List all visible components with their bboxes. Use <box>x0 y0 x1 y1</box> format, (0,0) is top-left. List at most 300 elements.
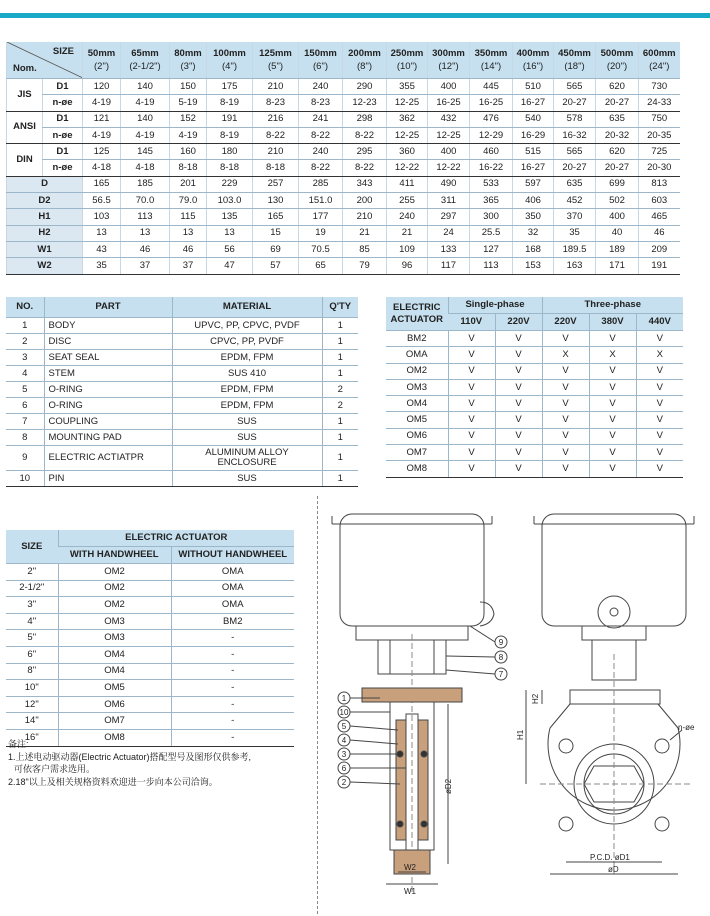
cell: 21 <box>387 225 428 241</box>
voltage-support: V <box>542 396 589 412</box>
cell: 4-19 <box>121 95 170 111</box>
actuator-model: OM4 <box>386 396 448 412</box>
part-no: 5 <box>6 382 44 398</box>
valve-size: 8" <box>6 663 58 680</box>
cell: 565 <box>554 79 596 95</box>
callout-number: 6 <box>341 764 347 773</box>
cell: 240 <box>299 144 343 160</box>
cell: 177 <box>299 209 343 225</box>
voltage-support: V <box>636 331 683 347</box>
cell: 140 <box>121 79 170 95</box>
table-row <box>7 160 680 176</box>
cell: 46 <box>639 225 680 241</box>
with-handwheel: OM3 <box>58 613 171 630</box>
cell: 730 <box>639 79 680 95</box>
part-material: SUS <box>172 430 322 446</box>
size-inch: (2") <box>94 61 109 72</box>
cell: 56.5 <box>83 193 121 209</box>
part-qty: 2 <box>322 382 358 398</box>
table-row <box>6 713 294 730</box>
cell: 255 <box>387 193 428 209</box>
size-header-9 <box>470 42 513 79</box>
voltage-support: V <box>636 428 683 444</box>
table-row <box>7 111 680 127</box>
size-mm: 50mm <box>87 48 116 59</box>
cell: 189 <box>596 241 639 257</box>
cell: 813 <box>639 176 680 192</box>
size-mm: 80mm <box>174 48 202 59</box>
voltage-support: V <box>448 412 495 428</box>
part-name: BODY <box>44 318 172 334</box>
size-inch: (6") <box>313 61 328 72</box>
cell: 311 <box>428 193 470 209</box>
valve-size: 3" <box>6 597 58 614</box>
size-inch: (12") <box>438 61 459 72</box>
with-handwheel: OM5 <box>58 680 171 697</box>
voltage-support: V <box>636 379 683 395</box>
cell: 13 <box>83 225 121 241</box>
with-handwheel: OM4 <box>58 646 171 663</box>
cell: 56 <box>207 241 253 257</box>
part-no: 2 <box>6 334 44 350</box>
dimension-table <box>6 42 680 275</box>
cell: 20-27 <box>596 95 639 111</box>
cell: 135 <box>207 209 253 225</box>
actuator-model: OM7 <box>386 445 448 461</box>
cell: 460 <box>470 144 513 160</box>
without-handwheel: - <box>171 713 294 730</box>
cell: 24 <box>428 225 470 241</box>
cell: 370 <box>554 209 596 225</box>
without-handwheel: - <box>171 696 294 713</box>
cell: 16-32 <box>554 127 596 143</box>
voltage-header: 220V <box>542 314 589 331</box>
cell: 597 <box>513 176 554 192</box>
part-qty: 1 <box>322 430 358 446</box>
voltage-support: V <box>589 445 636 461</box>
without-handwheel: OMA <box>171 597 294 614</box>
cell: 229 <box>207 176 253 192</box>
voltage-support: V <box>495 412 542 428</box>
parts-header-qty: Q'TY <box>322 297 358 318</box>
voltage-support: V <box>448 428 495 444</box>
table-row <box>386 461 683 477</box>
cell: 406 <box>513 193 554 209</box>
cell: 37 <box>121 258 170 274</box>
part-material: SUS <box>172 471 322 487</box>
cell: 355 <box>387 79 428 95</box>
part-qty: 1 <box>322 334 358 350</box>
voltage-support: V <box>495 331 542 347</box>
table-row <box>7 225 680 241</box>
cell: 165 <box>253 209 299 225</box>
cell: 603 <box>639 193 680 209</box>
cell: 150 <box>170 79 207 95</box>
cell: 210 <box>343 209 387 225</box>
part-no: 7 <box>6 414 44 430</box>
cell: 432 <box>428 111 470 127</box>
without-handwheel: - <box>171 680 294 697</box>
size-header-5 <box>299 42 343 79</box>
handwheel-right <box>598 596 630 628</box>
standard-label: ANSI <box>7 111 43 144</box>
part-material: SUS <box>172 414 322 430</box>
table-row <box>386 396 683 412</box>
cell: 115 <box>170 209 207 225</box>
voltage-support: V <box>589 331 636 347</box>
cell: 4-19 <box>170 127 207 143</box>
cell: 20-32 <box>596 127 639 143</box>
voltage-support: X <box>636 347 683 363</box>
table-row <box>6 597 294 614</box>
valve-size: 16" <box>6 729 58 746</box>
cell: 130 <box>253 193 299 209</box>
voltage-support: V <box>495 379 542 395</box>
table-row <box>7 79 680 95</box>
cell: 180 <box>207 144 253 160</box>
parts-header-part: PART <box>44 297 172 318</box>
cell: 290 <box>343 79 387 95</box>
size-mm: 65mm <box>131 48 159 59</box>
part-no: 4 <box>6 366 44 382</box>
cell: 4-18 <box>121 160 170 176</box>
cell: 96 <box>387 258 428 274</box>
size-inch: (2-1/2") <box>129 61 161 72</box>
size-mm: 400mm <box>516 48 550 59</box>
cell: 16-25 <box>470 95 513 111</box>
part-no: 9 <box>6 446 44 471</box>
size-mm: 350mm <box>474 48 508 59</box>
dim-ne: n-øe <box>678 723 695 732</box>
cell: 189.5 <box>554 241 596 257</box>
cell: 25.5 <box>470 225 513 241</box>
cell: 8-18 <box>170 160 207 176</box>
cell: 360 <box>387 144 428 160</box>
size-header-1 <box>121 42 170 79</box>
table-row <box>7 241 680 257</box>
table-row <box>7 95 680 111</box>
cell: 515 <box>513 144 554 160</box>
cell: 12-25 <box>428 127 470 143</box>
row-label: D1 <box>43 79 83 95</box>
part-qty: 1 <box>322 366 358 382</box>
part-name: SEAT SEAL <box>44 350 172 366</box>
cell: 4-19 <box>83 127 121 143</box>
cell: 540 <box>513 111 554 127</box>
with-handwheel: OM7 <box>58 713 171 730</box>
table-row <box>6 471 358 487</box>
parts-header-no: NO. <box>6 297 44 318</box>
cell: 109 <box>387 241 428 257</box>
cell: 191 <box>639 258 680 274</box>
size-mm: 150mm <box>304 48 337 59</box>
cell: 362 <box>387 111 428 127</box>
cell: 285 <box>299 176 343 192</box>
without-handwheel: - <box>171 646 294 663</box>
cell: 201 <box>170 176 207 192</box>
with-handwheel-header: WITH HANDWHEEL <box>58 547 171 564</box>
row-label: n-øe <box>43 160 83 176</box>
callout-number: 8 <box>498 653 504 662</box>
size-header-2 <box>170 42 207 79</box>
callout-number: 3 <box>341 750 347 759</box>
note-1b: 可依客户需求选用。 <box>14 764 96 774</box>
voltage-support: V <box>542 363 589 379</box>
table-row <box>6 398 358 414</box>
voltage-support: V <box>448 461 495 477</box>
cell: 8-22 <box>299 127 343 143</box>
cell: 121 <box>83 111 121 127</box>
cell: 168 <box>513 241 554 257</box>
voltage-support: V <box>589 428 636 444</box>
cell: 578 <box>554 111 596 127</box>
part-name: MOUNTING PAD <box>44 430 172 446</box>
cell: 8-23 <box>299 95 343 111</box>
cell: 35 <box>554 225 596 241</box>
cell: 365 <box>470 193 513 209</box>
with-handwheel: OM2 <box>58 580 171 597</box>
top-accent-bar <box>0 13 710 18</box>
actuator-model: OM3 <box>386 379 448 395</box>
cell: 12-25 <box>387 127 428 143</box>
cell: 160 <box>170 144 207 160</box>
part-name: ELECTRIC ACTIATPR <box>44 446 172 471</box>
cell: 411 <box>387 176 428 192</box>
with-handwheel: OM2 <box>58 597 171 614</box>
cell: 21 <box>343 225 387 241</box>
electric-actuator-header <box>386 297 448 331</box>
size-header-13 <box>639 42 680 79</box>
part-name: O-RING <box>44 398 172 414</box>
cell: 8-23 <box>253 95 299 111</box>
cell: 635 <box>596 111 639 127</box>
size-header-4 <box>253 42 299 79</box>
cell: 69 <box>253 241 299 257</box>
cell: 533 <box>470 176 513 192</box>
valve-size: 14" <box>6 713 58 730</box>
cell: 20-27 <box>554 160 596 176</box>
part-qty: 2 <box>322 398 358 414</box>
actuator-model: OM5 <box>386 412 448 428</box>
cell: 510 <box>513 79 554 95</box>
cell: 699 <box>596 176 639 192</box>
size-inch: (4") <box>222 61 237 72</box>
cell: 19 <box>299 225 343 241</box>
size-header-0 <box>83 42 121 79</box>
cell: 400 <box>428 144 470 160</box>
cell: 8-22 <box>299 160 343 176</box>
table-row <box>7 127 680 143</box>
cell: 79.0 <box>170 193 207 209</box>
cell: 12-22 <box>428 160 470 176</box>
table-row <box>386 363 683 379</box>
cell: 620 <box>596 79 639 95</box>
voltage-support: V <box>448 396 495 412</box>
section-divider <box>317 496 318 914</box>
size-inch: (18") <box>564 61 585 72</box>
cell: 152 <box>170 111 207 127</box>
row-label: H2 <box>7 225 83 241</box>
row-label: D1 <box>43 111 83 127</box>
cell: 65 <box>299 258 343 274</box>
cell: 133 <box>428 241 470 257</box>
without-handwheel: - <box>171 663 294 680</box>
standard-label: DIN <box>7 144 43 177</box>
voltage-support: V <box>542 461 589 477</box>
table-row <box>6 663 294 680</box>
cell: 350 <box>513 209 554 225</box>
table-row <box>6 696 294 713</box>
valve-size: 2-1/2" <box>6 580 58 597</box>
handwheel-left <box>480 602 494 626</box>
part-name: DISC <box>44 334 172 350</box>
cell: 103 <box>83 209 121 225</box>
size-header-10 <box>513 42 554 79</box>
cell: 35 <box>83 258 121 274</box>
cell: 465 <box>639 209 680 225</box>
cell: 85 <box>343 241 387 257</box>
cell: 46 <box>170 241 207 257</box>
table-row <box>6 646 294 663</box>
table-row <box>6 446 358 471</box>
size-mm: 600mm <box>642 48 676 59</box>
size-inch: (24") <box>649 61 670 72</box>
voltage-support: V <box>495 396 542 412</box>
cell: 297 <box>428 209 470 225</box>
cell: 4-18 <box>83 160 121 176</box>
callout-number: 2 <box>341 778 347 787</box>
cell: 103.0 <box>207 193 253 209</box>
single-phase-header: Single-phase <box>448 297 542 314</box>
row-label: W2 <box>7 258 83 274</box>
cell: 241 <box>299 111 343 127</box>
dim-w1: W1 <box>404 887 416 896</box>
row-label: W1 <box>7 241 83 257</box>
cell: 79 <box>343 258 387 274</box>
valve-size: 6" <box>6 646 58 663</box>
actuator-model: OM6 <box>386 428 448 444</box>
voltage-support: V <box>495 428 542 444</box>
valve-size: 10" <box>6 680 58 697</box>
cell: 151.0 <box>299 193 343 209</box>
voltage-support: V <box>495 461 542 477</box>
size-header-8 <box>428 42 470 79</box>
with-handwheel: OM8 <box>58 729 171 746</box>
cell: 120 <box>83 79 121 95</box>
cell: 8-22 <box>253 127 299 143</box>
cell: 46 <box>121 241 170 257</box>
voltage-support: V <box>636 461 683 477</box>
table-row <box>6 318 358 334</box>
cell: 400 <box>596 209 639 225</box>
part-material: CPVC, PP, PVDF <box>172 334 322 350</box>
cell: 175 <box>207 79 253 95</box>
cell: 8-22 <box>343 160 387 176</box>
actuator-label: ACTUATOR <box>390 313 443 325</box>
cell: 257 <box>253 176 299 192</box>
part-material: EPDM, FPM <box>172 382 322 398</box>
top-flange <box>362 688 462 702</box>
table-row <box>386 379 683 395</box>
cell: 32 <box>513 225 554 241</box>
voltage-support: X <box>542 347 589 363</box>
voltage-support: V <box>495 445 542 461</box>
cell: 113 <box>470 258 513 274</box>
voltage-support: V <box>448 445 495 461</box>
cell: 191 <box>207 111 253 127</box>
cell: 240 <box>387 209 428 225</box>
voltage-support: V <box>636 396 683 412</box>
cell: 300 <box>470 209 513 225</box>
voltage-header: 220V <box>495 314 542 331</box>
voltage-support: V <box>495 363 542 379</box>
table-row <box>7 258 680 274</box>
row-label: D2 <box>7 193 83 209</box>
table-row <box>386 412 683 428</box>
cell: 37 <box>170 258 207 274</box>
table-row <box>386 347 683 363</box>
size-inch: (16") <box>522 61 544 72</box>
notes-title: 备注: <box>8 739 29 749</box>
row-label: D1 <box>43 144 83 160</box>
size-header-11 <box>554 42 596 79</box>
with-handwheel: OM2 <box>58 564 171 581</box>
cell: 445 <box>470 79 513 95</box>
voltage-header: 440V <box>636 314 683 331</box>
voltage-support: V <box>589 412 636 428</box>
table-row <box>386 445 683 461</box>
with-handwheel: OM3 <box>58 630 171 647</box>
cell: 8-19 <box>207 127 253 143</box>
cell: 127 <box>470 241 513 257</box>
row-label: n-øe <box>43 127 83 143</box>
cell: 16-27 <box>513 160 554 176</box>
voltage-support: V <box>589 396 636 412</box>
cell: 635 <box>554 176 596 192</box>
dim-d: øD <box>608 865 619 874</box>
part-name: PIN <box>44 471 172 487</box>
cell: 20-35 <box>639 127 680 143</box>
voltage-support: V <box>542 412 589 428</box>
cell: 20-30 <box>639 160 680 176</box>
cell: 185 <box>121 176 170 192</box>
cell: 125 <box>83 144 121 160</box>
cell: 12-29 <box>470 127 513 143</box>
cell: 171 <box>596 258 639 274</box>
electric-actuator-group-header: ELECTRIC ACTUATOR <box>58 530 294 547</box>
voltage-support: V <box>448 347 495 363</box>
table-row <box>7 209 680 225</box>
cell: 12-23 <box>343 95 387 111</box>
cell: 210 <box>253 144 299 160</box>
table-row <box>6 334 358 350</box>
size-actuator-table <box>6 530 294 747</box>
voltage-support: V <box>589 363 636 379</box>
table-row <box>7 193 680 209</box>
parts-header-material: MATERIAL <box>172 297 322 318</box>
table-row <box>6 350 358 366</box>
voltage-header: 110V <box>448 314 495 331</box>
standard-label: JIS <box>7 79 43 112</box>
voltage-support: V <box>448 379 495 395</box>
cell: 490 <box>428 176 470 192</box>
cell: 8-18 <box>253 160 299 176</box>
part-no: 6 <box>6 398 44 414</box>
table-row <box>7 176 680 192</box>
table-row <box>6 382 358 398</box>
size-inch: (3") <box>180 61 196 72</box>
size-mm: 500mm <box>600 48 634 59</box>
